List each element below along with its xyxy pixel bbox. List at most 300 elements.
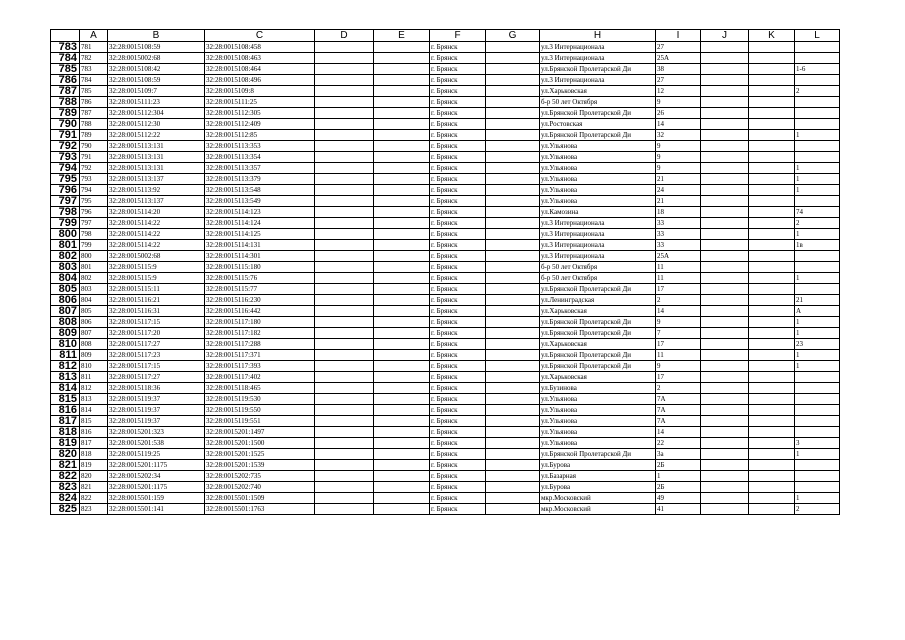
cell-l[interactable]	[795, 42, 840, 53]
cell-g[interactable]	[486, 97, 540, 108]
cell-e[interactable]	[374, 75, 430, 86]
column-header-f[interactable]: F	[430, 30, 486, 42]
cell-j[interactable]	[701, 482, 749, 493]
cell-f[interactable]: г. Брянск	[430, 460, 486, 471]
cell-c[interactable]: 32:28:0015114:301	[205, 251, 315, 262]
cell-l[interactable]	[795, 405, 840, 416]
cell-k[interactable]	[749, 427, 795, 438]
cell-d[interactable]	[315, 86, 374, 97]
cell-a[interactable]: 793	[80, 174, 108, 185]
column-header-a[interactable]: A	[80, 30, 108, 42]
cell-a[interactable]: 791	[80, 152, 108, 163]
cell-l[interactable]: 1в	[795, 240, 840, 251]
row-number[interactable]: 794	[51, 163, 80, 174]
cell-k[interactable]	[749, 372, 795, 383]
cell-h[interactable]: ул.Бузинова	[540, 383, 656, 394]
cell-a[interactable]: 785	[80, 86, 108, 97]
cell-a[interactable]: 806	[80, 317, 108, 328]
row-number[interactable]: 808	[51, 317, 80, 328]
cell-h[interactable]: ул.Брянской Пролетарской Ди	[540, 284, 656, 295]
cell-b[interactable]: 32:28:0015501:141	[108, 504, 205, 515]
cell-l[interactable]	[795, 75, 840, 86]
cell-c[interactable]: 32:28:0015108:458	[205, 42, 315, 53]
cell-k[interactable]	[749, 163, 795, 174]
cell-b[interactable]: 32:28:0015113:131	[108, 152, 205, 163]
cell-f[interactable]: г. Брянск	[430, 152, 486, 163]
cell-f[interactable]: г. Брянск	[430, 405, 486, 416]
cell-d[interactable]	[315, 240, 374, 251]
cell-f[interactable]: г. Брянск	[430, 207, 486, 218]
cell-k[interactable]	[749, 152, 795, 163]
cell-h[interactable]: ул.Брянской Пролетарской Ди	[540, 108, 656, 119]
cell-j[interactable]	[701, 42, 749, 53]
cell-a[interactable]: 802	[80, 273, 108, 284]
cell-a[interactable]: 792	[80, 163, 108, 174]
cell-l[interactable]	[795, 97, 840, 108]
cell-h[interactable]: ул.Ульянова	[540, 405, 656, 416]
cell-d[interactable]	[315, 427, 374, 438]
cell-a[interactable]: 798	[80, 229, 108, 240]
cell-j[interactable]	[701, 328, 749, 339]
cell-l[interactable]	[795, 416, 840, 427]
cell-a[interactable]: 781	[80, 42, 108, 53]
cell-j[interactable]	[701, 383, 749, 394]
cell-f[interactable]: г. Брянск	[430, 64, 486, 75]
cell-b[interactable]: 32:28:0015002:68	[108, 53, 205, 64]
cell-i[interactable]: 1	[656, 471, 701, 482]
cell-a[interactable]: 805	[80, 306, 108, 317]
cell-f[interactable]: г. Брянск	[430, 350, 486, 361]
cell-j[interactable]	[701, 350, 749, 361]
cell-f[interactable]: г. Брянск	[430, 273, 486, 284]
cell-g[interactable]	[486, 75, 540, 86]
cell-e[interactable]	[374, 64, 430, 75]
cell-g[interactable]	[486, 295, 540, 306]
cell-c[interactable]: 32:28:0015117:288	[205, 339, 315, 350]
cell-l[interactable]: 74	[795, 207, 840, 218]
cell-a[interactable]: 815	[80, 416, 108, 427]
cell-b[interactable]: 32:28:0015119:37	[108, 394, 205, 405]
cell-e[interactable]	[374, 405, 430, 416]
cell-a[interactable]: 821	[80, 482, 108, 493]
row-number[interactable]: 824	[51, 493, 80, 504]
cell-k[interactable]	[749, 306, 795, 317]
cell-k[interactable]	[749, 449, 795, 460]
row-number[interactable]: 820	[51, 449, 80, 460]
cell-d[interactable]	[315, 504, 374, 515]
cell-i[interactable]: 26	[656, 108, 701, 119]
cell-h[interactable]: ул.Ульянова	[540, 438, 656, 449]
cell-f[interactable]: г. Брянск	[430, 141, 486, 152]
cell-e[interactable]	[374, 427, 430, 438]
cell-e[interactable]	[374, 383, 430, 394]
cell-e[interactable]	[374, 108, 430, 119]
cell-d[interactable]	[315, 64, 374, 75]
cell-e[interactable]	[374, 174, 430, 185]
cell-e[interactable]	[374, 196, 430, 207]
cell-k[interactable]	[749, 53, 795, 64]
cell-k[interactable]	[749, 174, 795, 185]
cell-l[interactable]	[795, 482, 840, 493]
cell-a[interactable]: 809	[80, 350, 108, 361]
cell-f[interactable]: г. Брянск	[430, 174, 486, 185]
cell-h[interactable]: ул.Камозина	[540, 207, 656, 218]
row-number[interactable]: 812	[51, 361, 80, 372]
cell-i[interactable]: 12	[656, 86, 701, 97]
cell-j[interactable]	[701, 218, 749, 229]
cell-d[interactable]	[315, 317, 374, 328]
cell-k[interactable]	[749, 64, 795, 75]
cell-g[interactable]	[486, 251, 540, 262]
cell-l[interactable]: 1	[795, 493, 840, 504]
cell-c[interactable]: 32:28:0015113:549	[205, 196, 315, 207]
cell-h[interactable]: ул.Ленинградская	[540, 295, 656, 306]
cell-e[interactable]	[374, 438, 430, 449]
cell-h[interactable]: ул.Базарная	[540, 471, 656, 482]
cell-j[interactable]	[701, 273, 749, 284]
cell-i[interactable]: 11	[656, 262, 701, 273]
column-header-i[interactable]: I	[656, 30, 701, 42]
cell-c[interactable]: 32:28:0015117:393	[205, 361, 315, 372]
cell-g[interactable]	[486, 471, 540, 482]
cell-j[interactable]	[701, 119, 749, 130]
cell-f[interactable]: г. Брянск	[430, 493, 486, 504]
cell-h[interactable]: б-р 50 лет Октября	[540, 97, 656, 108]
cell-i[interactable]: 7А	[656, 416, 701, 427]
cell-a[interactable]: 788	[80, 119, 108, 130]
cell-k[interactable]	[749, 416, 795, 427]
row-number[interactable]: 797	[51, 196, 80, 207]
cell-d[interactable]	[315, 152, 374, 163]
cell-g[interactable]	[486, 328, 540, 339]
cell-j[interactable]	[701, 251, 749, 262]
cell-b[interactable]: 32:28:0015112:22	[108, 130, 205, 141]
cell-b[interactable]: 32:28:0015112:30	[108, 119, 205, 130]
cell-c[interactable]: 32:28:0015116:230	[205, 295, 315, 306]
cell-a[interactable]: 795	[80, 196, 108, 207]
cell-h[interactable]: ул.Брянской Пролетарской Ди	[540, 130, 656, 141]
cell-c[interactable]: 32:28:0015202:735	[205, 471, 315, 482]
cell-h[interactable]: ул.Ульянова	[540, 394, 656, 405]
cell-f[interactable]: г. Брянск	[430, 75, 486, 86]
cell-c[interactable]: 32:28:0015108:463	[205, 53, 315, 64]
cell-i[interactable]: 11	[656, 350, 701, 361]
cell-f[interactable]: г. Брянск	[430, 284, 486, 295]
cell-f[interactable]: г. Брянск	[430, 361, 486, 372]
cell-k[interactable]	[749, 141, 795, 152]
column-header-g[interactable]: G	[486, 30, 540, 42]
cell-k[interactable]	[749, 75, 795, 86]
cell-e[interactable]	[374, 97, 430, 108]
cell-i[interactable]: 2Б	[656, 482, 701, 493]
cell-k[interactable]	[749, 504, 795, 515]
cell-c[interactable]: 32:28:0015115:180	[205, 262, 315, 273]
cell-b[interactable]: 32:28:0015112:304	[108, 108, 205, 119]
cell-j[interactable]	[701, 64, 749, 75]
cell-j[interactable]	[701, 306, 749, 317]
cell-j[interactable]	[701, 196, 749, 207]
cell-e[interactable]	[374, 493, 430, 504]
cell-d[interactable]	[315, 108, 374, 119]
cell-l[interactable]: 1	[795, 273, 840, 284]
cell-a[interactable]: 784	[80, 75, 108, 86]
cell-e[interactable]	[374, 130, 430, 141]
cell-a[interactable]: 783	[80, 64, 108, 75]
cell-g[interactable]	[486, 262, 540, 273]
cell-l[interactable]	[795, 119, 840, 130]
cell-f[interactable]: г. Брянск	[430, 339, 486, 350]
cell-e[interactable]	[374, 394, 430, 405]
cell-a[interactable]: 811	[80, 372, 108, 383]
cell-i[interactable]: 21	[656, 196, 701, 207]
cell-c[interactable]: 32:28:0015201:1539	[205, 460, 315, 471]
cell-c[interactable]: 32:28:0015113:548	[205, 185, 315, 196]
cell-c[interactable]: 32:28:0015117:371	[205, 350, 315, 361]
cell-a[interactable]: 800	[80, 251, 108, 262]
cell-d[interactable]	[315, 97, 374, 108]
column-header-k[interactable]: K	[749, 30, 795, 42]
cell-g[interactable]	[486, 196, 540, 207]
cell-f[interactable]: г. Брянск	[430, 251, 486, 262]
cell-j[interactable]	[701, 229, 749, 240]
cell-d[interactable]	[315, 53, 374, 64]
cell-k[interactable]	[749, 405, 795, 416]
cell-c[interactable]: 32:28:0015118:465	[205, 383, 315, 394]
cell-k[interactable]	[749, 185, 795, 196]
cell-d[interactable]	[315, 207, 374, 218]
cell-i[interactable]: 14	[656, 427, 701, 438]
cell-g[interactable]	[486, 372, 540, 383]
cell-e[interactable]	[374, 240, 430, 251]
cell-i[interactable]: 9	[656, 152, 701, 163]
cell-g[interactable]	[486, 449, 540, 460]
cell-f[interactable]: г. Брянск	[430, 185, 486, 196]
cell-b[interactable]: 32:28:0015118:36	[108, 383, 205, 394]
cell-h[interactable]: б-р 50 лет Октября	[540, 262, 656, 273]
cell-f[interactable]: г. Брянск	[430, 295, 486, 306]
row-number[interactable]: 792	[51, 141, 80, 152]
cell-l[interactable]: 1	[795, 130, 840, 141]
cell-g[interactable]	[486, 86, 540, 97]
cell-l[interactable]: 23	[795, 339, 840, 350]
cell-a[interactable]: 794	[80, 185, 108, 196]
cell-d[interactable]	[315, 196, 374, 207]
cell-c[interactable]: 32:28:0015202:740	[205, 482, 315, 493]
cell-e[interactable]	[374, 504, 430, 515]
cell-g[interactable]	[486, 284, 540, 295]
cell-f[interactable]: г. Брянск	[430, 97, 486, 108]
cell-g[interactable]	[486, 350, 540, 361]
cell-j[interactable]	[701, 372, 749, 383]
cell-f[interactable]: г. Брянск	[430, 86, 486, 97]
cell-a[interactable]: 818	[80, 449, 108, 460]
cell-h[interactable]: ул.Брянской Пролетарской Ди	[540, 449, 656, 460]
cell-e[interactable]	[374, 284, 430, 295]
cell-b[interactable]: 32:28:0015116:21	[108, 295, 205, 306]
cell-l[interactable]: А	[795, 306, 840, 317]
corner-header[interactable]	[51, 30, 80, 42]
cell-f[interactable]: г. Брянск	[430, 317, 486, 328]
column-header-l[interactable]: L	[795, 30, 840, 42]
cell-i[interactable]: 27	[656, 75, 701, 86]
cell-f[interactable]: г. Брянск	[430, 229, 486, 240]
cell-l[interactable]	[795, 372, 840, 383]
cell-b[interactable]: 32:28:0015201:323	[108, 427, 205, 438]
cell-d[interactable]	[315, 460, 374, 471]
cell-h[interactable]: ул.Харьковская	[540, 86, 656, 97]
cell-e[interactable]	[374, 416, 430, 427]
cell-c[interactable]: 32:28:0015114:124	[205, 218, 315, 229]
cell-j[interactable]	[701, 108, 749, 119]
cell-e[interactable]	[374, 218, 430, 229]
cell-f[interactable]: г. Брянск	[430, 449, 486, 460]
cell-b[interactable]: 32:28:0015201:1175	[108, 460, 205, 471]
cell-c[interactable]: 32:28:0015115:76	[205, 273, 315, 284]
cell-a[interactable]: 822	[80, 493, 108, 504]
cell-d[interactable]	[315, 482, 374, 493]
row-number[interactable]: 799	[51, 218, 80, 229]
cell-k[interactable]	[749, 273, 795, 284]
cell-d[interactable]	[315, 306, 374, 317]
cell-f[interactable]: г. Брянск	[430, 108, 486, 119]
row-number[interactable]: 806	[51, 295, 80, 306]
cell-k[interactable]	[749, 383, 795, 394]
cell-i[interactable]: 7	[656, 328, 701, 339]
cell-j[interactable]	[701, 471, 749, 482]
cell-b[interactable]: 32:28:0015111:23	[108, 97, 205, 108]
cell-a[interactable]: 810	[80, 361, 108, 372]
cell-g[interactable]	[486, 163, 540, 174]
cell-i[interactable]: 14	[656, 306, 701, 317]
cell-b[interactable]: 32:28:0015108:42	[108, 64, 205, 75]
cell-i[interactable]: 27	[656, 42, 701, 53]
cell-c[interactable]: 32:28:0015201:1500	[205, 438, 315, 449]
cell-k[interactable]	[749, 482, 795, 493]
cell-j[interactable]	[701, 394, 749, 405]
cell-a[interactable]: 814	[80, 405, 108, 416]
cell-j[interactable]	[701, 438, 749, 449]
cell-b[interactable]: 32:28:0015113:131	[108, 141, 205, 152]
cell-a[interactable]: 801	[80, 262, 108, 273]
cell-h[interactable]: ул.Ульянова	[540, 427, 656, 438]
row-number[interactable]: 815	[51, 394, 80, 405]
cell-k[interactable]	[749, 229, 795, 240]
cell-g[interactable]	[486, 482, 540, 493]
cell-j[interactable]	[701, 152, 749, 163]
cell-l[interactable]: 1	[795, 328, 840, 339]
cell-g[interactable]	[486, 394, 540, 405]
cell-f[interactable]: г. Брянск	[430, 42, 486, 53]
cell-j[interactable]	[701, 262, 749, 273]
cell-l[interactable]	[795, 427, 840, 438]
cell-f[interactable]: г. Брянск	[430, 130, 486, 141]
cell-l[interactable]: 1	[795, 229, 840, 240]
cell-c[interactable]: 32:28:0015117:180	[205, 317, 315, 328]
cell-g[interactable]	[486, 53, 540, 64]
cell-k[interactable]	[749, 240, 795, 251]
cell-k[interactable]	[749, 460, 795, 471]
column-header-e[interactable]: E	[374, 30, 430, 42]
column-header-j[interactable]: J	[701, 30, 749, 42]
cell-h[interactable]: ул.Брянской Пролетарской Ди	[540, 350, 656, 361]
cell-c[interactable]: 32:28:0015114:123	[205, 207, 315, 218]
cell-d[interactable]	[315, 372, 374, 383]
cell-i[interactable]: 14	[656, 119, 701, 130]
cell-h[interactable]: ул.3 Интернационала	[540, 53, 656, 64]
cell-f[interactable]: г. Брянск	[430, 416, 486, 427]
cell-i[interactable]: 25А	[656, 251, 701, 262]
cell-d[interactable]	[315, 262, 374, 273]
cell-f[interactable]: г. Брянск	[430, 163, 486, 174]
cell-a[interactable]: 807	[80, 328, 108, 339]
cell-f[interactable]: г. Брянск	[430, 328, 486, 339]
cell-f[interactable]: г. Брянск	[430, 482, 486, 493]
cell-i[interactable]: 21	[656, 174, 701, 185]
cell-b[interactable]: 32:28:0015117:20	[108, 328, 205, 339]
cell-d[interactable]	[315, 471, 374, 482]
cell-e[interactable]	[374, 372, 430, 383]
cell-a[interactable]: 823	[80, 504, 108, 515]
cell-d[interactable]	[315, 42, 374, 53]
cell-c[interactable]: 32:28:0015115:77	[205, 284, 315, 295]
cell-g[interactable]	[486, 152, 540, 163]
cell-b[interactable]: 32:28:0015501:159	[108, 493, 205, 504]
cell-d[interactable]	[315, 405, 374, 416]
row-number[interactable]: 823	[51, 482, 80, 493]
cell-g[interactable]	[486, 493, 540, 504]
cell-f[interactable]: г. Брянск	[430, 372, 486, 383]
cell-h[interactable]: ул.Брянской Пролетарской Ди	[540, 317, 656, 328]
cell-a[interactable]: 790	[80, 141, 108, 152]
cell-c[interactable]: 32:28:0015109:8	[205, 86, 315, 97]
cell-a[interactable]: 817	[80, 438, 108, 449]
cell-h[interactable]: ул.Ульянова	[540, 416, 656, 427]
row-number[interactable]: 795	[51, 174, 80, 185]
cell-g[interactable]	[486, 141, 540, 152]
cell-h[interactable]: ул.Брянской Пролетарской Ди	[540, 64, 656, 75]
column-header-h[interactable]: H	[540, 30, 656, 42]
cell-g[interactable]	[486, 42, 540, 53]
cell-h[interactable]: ул.Ростовская	[540, 119, 656, 130]
cell-j[interactable]	[701, 53, 749, 64]
cell-k[interactable]	[749, 262, 795, 273]
cell-d[interactable]	[315, 251, 374, 262]
cell-j[interactable]	[701, 97, 749, 108]
cell-f[interactable]: г. Брянск	[430, 504, 486, 515]
cell-d[interactable]	[315, 229, 374, 240]
row-number[interactable]: 821	[51, 460, 80, 471]
cell-a[interactable]: 813	[80, 394, 108, 405]
row-number[interactable]: 788	[51, 97, 80, 108]
cell-i[interactable]: 2	[656, 295, 701, 306]
cell-d[interactable]	[315, 174, 374, 185]
cell-j[interactable]	[701, 130, 749, 141]
cell-e[interactable]	[374, 361, 430, 372]
cell-j[interactable]	[701, 405, 749, 416]
cell-e[interactable]	[374, 119, 430, 130]
row-number[interactable]: 811	[51, 350, 80, 361]
cell-a[interactable]: 789	[80, 130, 108, 141]
cell-a[interactable]: 787	[80, 108, 108, 119]
cell-b[interactable]: 32:28:0015113:92	[108, 185, 205, 196]
cell-b[interactable]: 32:28:0015117:23	[108, 350, 205, 361]
cell-k[interactable]	[749, 438, 795, 449]
cell-l[interactable]	[795, 460, 840, 471]
cell-a[interactable]: 820	[80, 471, 108, 482]
cell-c[interactable]: 32:28:0015119:551	[205, 416, 315, 427]
cell-d[interactable]	[315, 141, 374, 152]
row-number[interactable]: 825	[51, 504, 80, 515]
